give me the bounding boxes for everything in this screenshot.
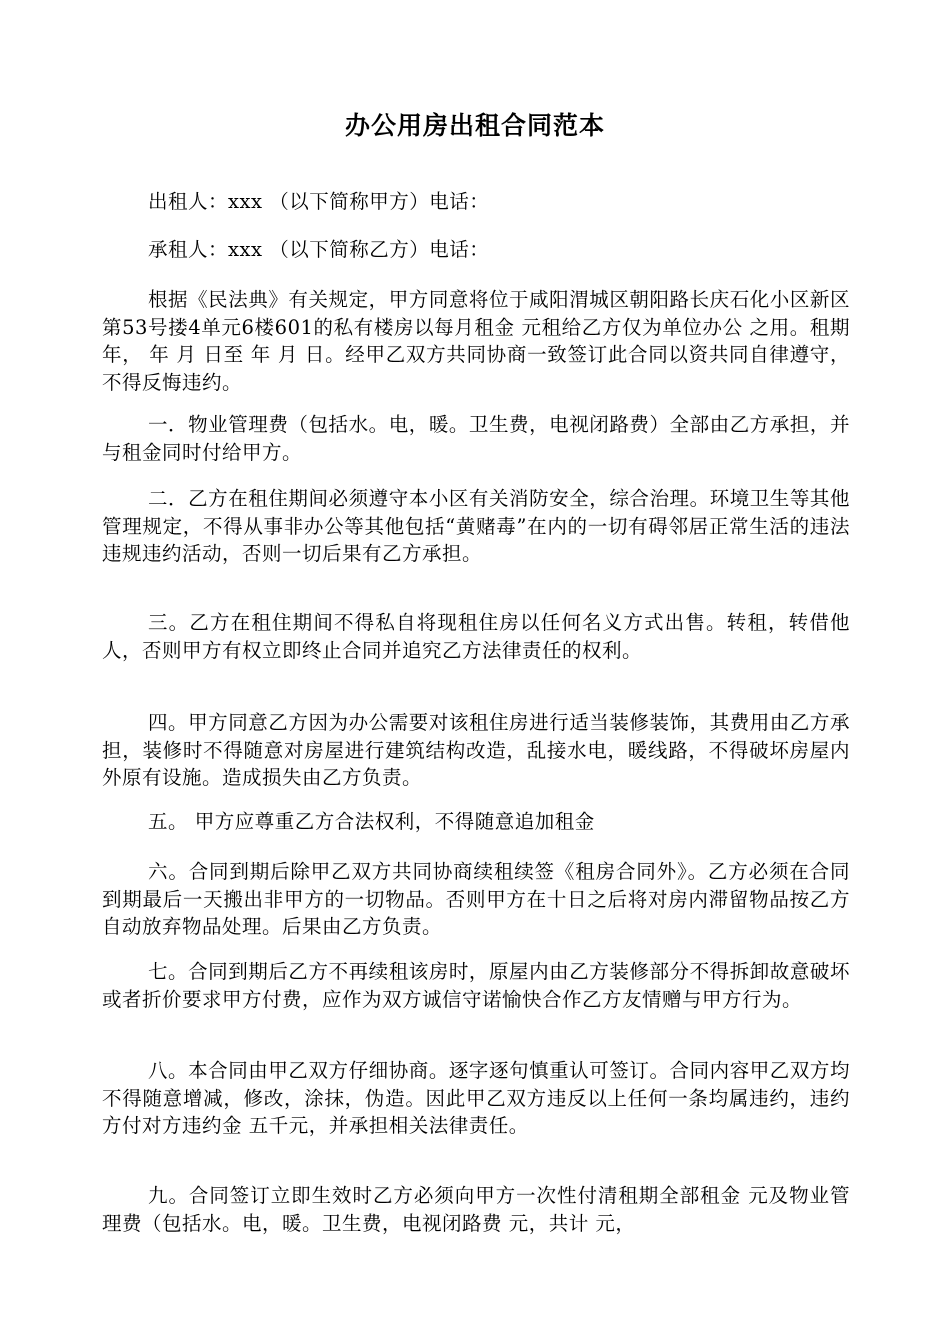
paragraph-clause-7: 七。合同到期后乙方不再续租该房时，原屋内由乙方装修部分不得拆卸故意破坏或者折价要求甲方付费，应作为双方诚信守诺愉快合作乙方友情赠与甲方行为。: [102, 960, 850, 1011]
paragraph-clause-8: 八。本合同由甲乙双方仔细协商。逐字逐句慎重认可签订。合同内容甲乙双方均不得随意增减，修改，涂抹，伪造。因此甲乙双方违反以上任何一条均属违约，违约方付对方违约金 五千元，并承担相关法律责任。: [102, 1059, 850, 1137]
paragraph-lessor: 出租人：xxx （以下简称甲方）电话：: [148, 190, 490, 213]
paragraph-preamble: 根据《民法典》有关规定，甲方同意将位于咸阳渭城区朝阳路长庆石化小区新区第53号搂4单元6楼601的私有楼房以每月租金 元租给乙方仅为单位办公 之用。租期 年， 年 月 日至 年 月 日。经甲乙双方共同协商一致签订此合同以资共同自律遵守，不得反悔违约。: [102, 288, 850, 394]
paragraph-clause-4: 四。甲方同意乙方因为办公需要对该租住房进行适当装修装饰，其费用由乙方承担，装修时不得随意对房屋进行建筑结构改造，乱接水电，暖线路，不得破坏房屋内外原有设施。造成损失由乙方负责。: [102, 711, 850, 789]
paragraph-clause-9: 九。合同签订立即生效时乙方必须向甲方一次性付清租期全部租金 元及物业管理费（包括水。电，暖。卫生费，电视闭路费 元，共计 元，: [102, 1184, 850, 1235]
paragraph-clause-1: 一．物业管理费（包括水。电，暖。卫生费，电视闭路费）全部由乙方承担，并与租金同时付给甲方。: [102, 413, 850, 464]
document-title: 办公用房出租合同范本: [344, 111, 605, 140]
paragraph-clause-5: 五。 甲方应尊重乙方合法权利，不得随意追加租金: [148, 810, 595, 833]
paragraph-clause-6: 六。合同到期后除甲乙双方共同协商续租续签《租房合同外》。乙方必须在合同到期最后一天搬出非甲方的一切物品。否则甲方在十日之后将对房内滞留物品按乙方自动放弃物品处理。后果由乙方负责。: [102, 860, 850, 938]
paragraph-clause-2: 二．乙方在租住期间必须遵守本小区有关消防安全，综合治理。环境卫生等其他管理规定，不得从事非办公等其他包括“黄赌毒”在内的一切有碍邻居正常生活的违法违规违约活动，否则一切后果有乙方承担。: [102, 487, 850, 565]
paragraph-lessee: 承租人：xxx （以下简称乙方）电话：: [148, 238, 490, 261]
paragraph-clause-3: 三。乙方在租住期间不得私自将现租住房以任何名义方式出售。转租，转借他人，否则甲方有权立即终止合同并追究乙方法律责任的权利。: [102, 611, 850, 662]
